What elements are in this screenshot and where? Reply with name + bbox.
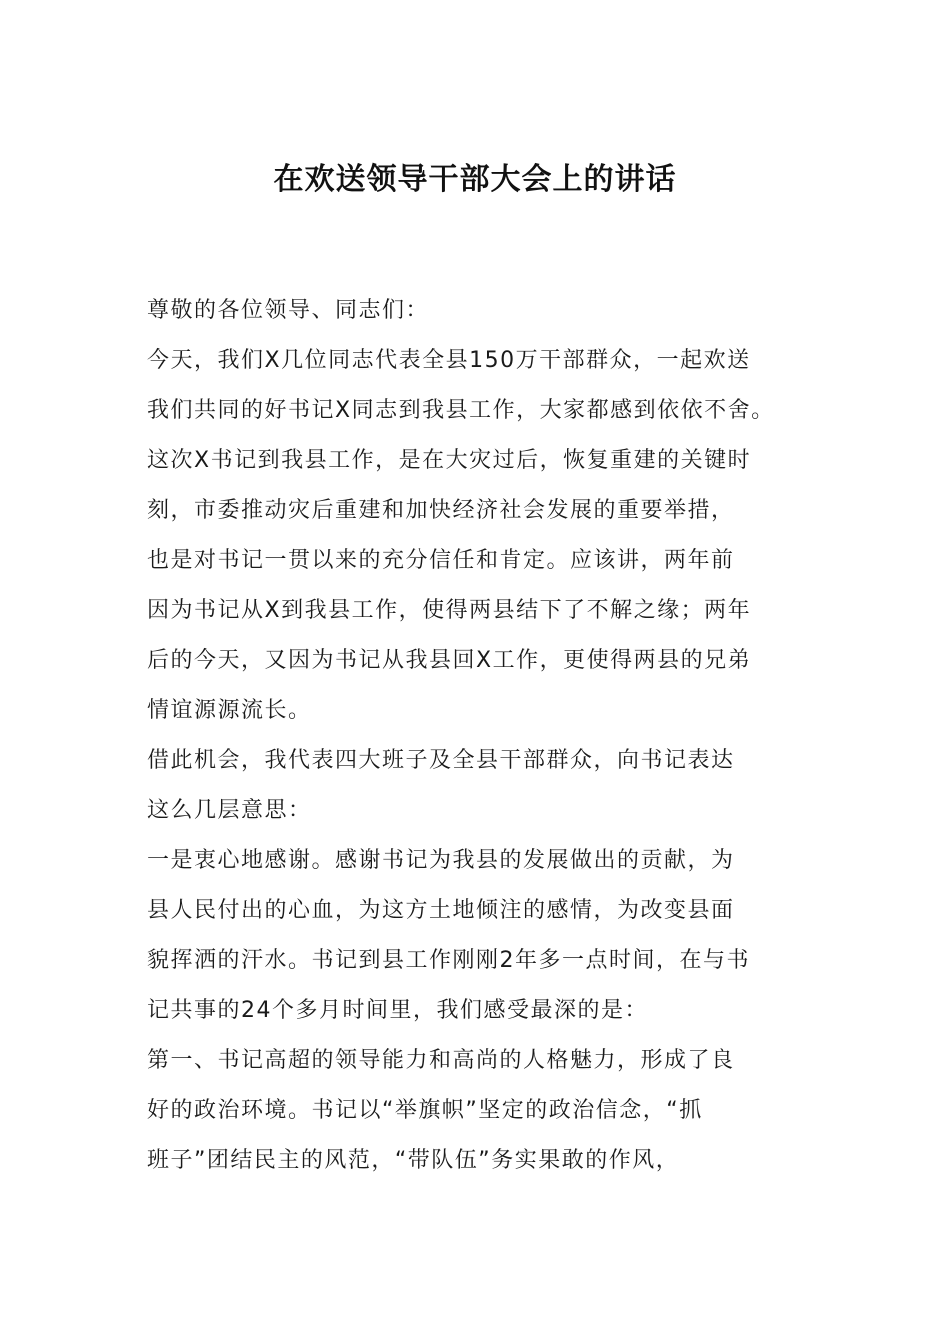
text-line: 这次X书记到我县工作，是在大灾过后，恢复重建的关键时 xyxy=(147,448,752,473)
text-line: 好的政治环境。书记以“举旗帜”坚定的政治信念，“抓 xyxy=(147,1098,703,1123)
text-line: 貌挥洒的汗水。书记到县工作刚刚2年多一点时间，在与书 xyxy=(147,948,750,973)
text-line: 今天，我们X几位同志代表全县150万干部群众，一起欢送 xyxy=(147,348,751,373)
document-title: 在欢送领导干部大会上的讲话 xyxy=(273,162,677,197)
text-line: 情谊源源流长。 xyxy=(147,698,312,723)
text-line: 我们共同的好书记X同志到我县工作，大家都感到依依不舍。 xyxy=(147,398,775,423)
text-line: 一是衷心地感谢。感谢书记为我县的发展做出的贡献，为 xyxy=(147,848,735,873)
text-line: 班子”团结民主的风范，“带队伍”务实果敢的作风， xyxy=(147,1148,680,1173)
text-line: 这么几层意思： xyxy=(147,798,312,823)
text-line: 尊敬的各位领导、同志们： xyxy=(147,298,430,323)
text-line: 第一、书记高超的领导能力和高尚的人格魅力，形成了良 xyxy=(147,1048,735,1073)
text-line: 借此机会，我代表四大班子及全县干部群众，向书记表达 xyxy=(147,748,735,773)
document-body xyxy=(147,286,847,1186)
text-line: 后的今天，又因为书记从我县回X工作，更使得两县的兄弟 xyxy=(147,648,752,673)
text-line: 刻，市委推动灾后重建和加快经济社会发展的重要举措， xyxy=(147,498,735,523)
text-line: 县人民付出的心血，为这方土地倾注的感情，为改变县面 xyxy=(147,898,735,923)
text-line: 记共事的24个多月时间里，我们感受最深的是： xyxy=(147,998,648,1023)
text-line: 因为书记从X到我县工作，使得两县结下了不解之缘；两年 xyxy=(147,598,752,623)
text-line: 也是对书记一贯以来的充分信任和肯定。应该讲，两年前 xyxy=(147,548,735,573)
